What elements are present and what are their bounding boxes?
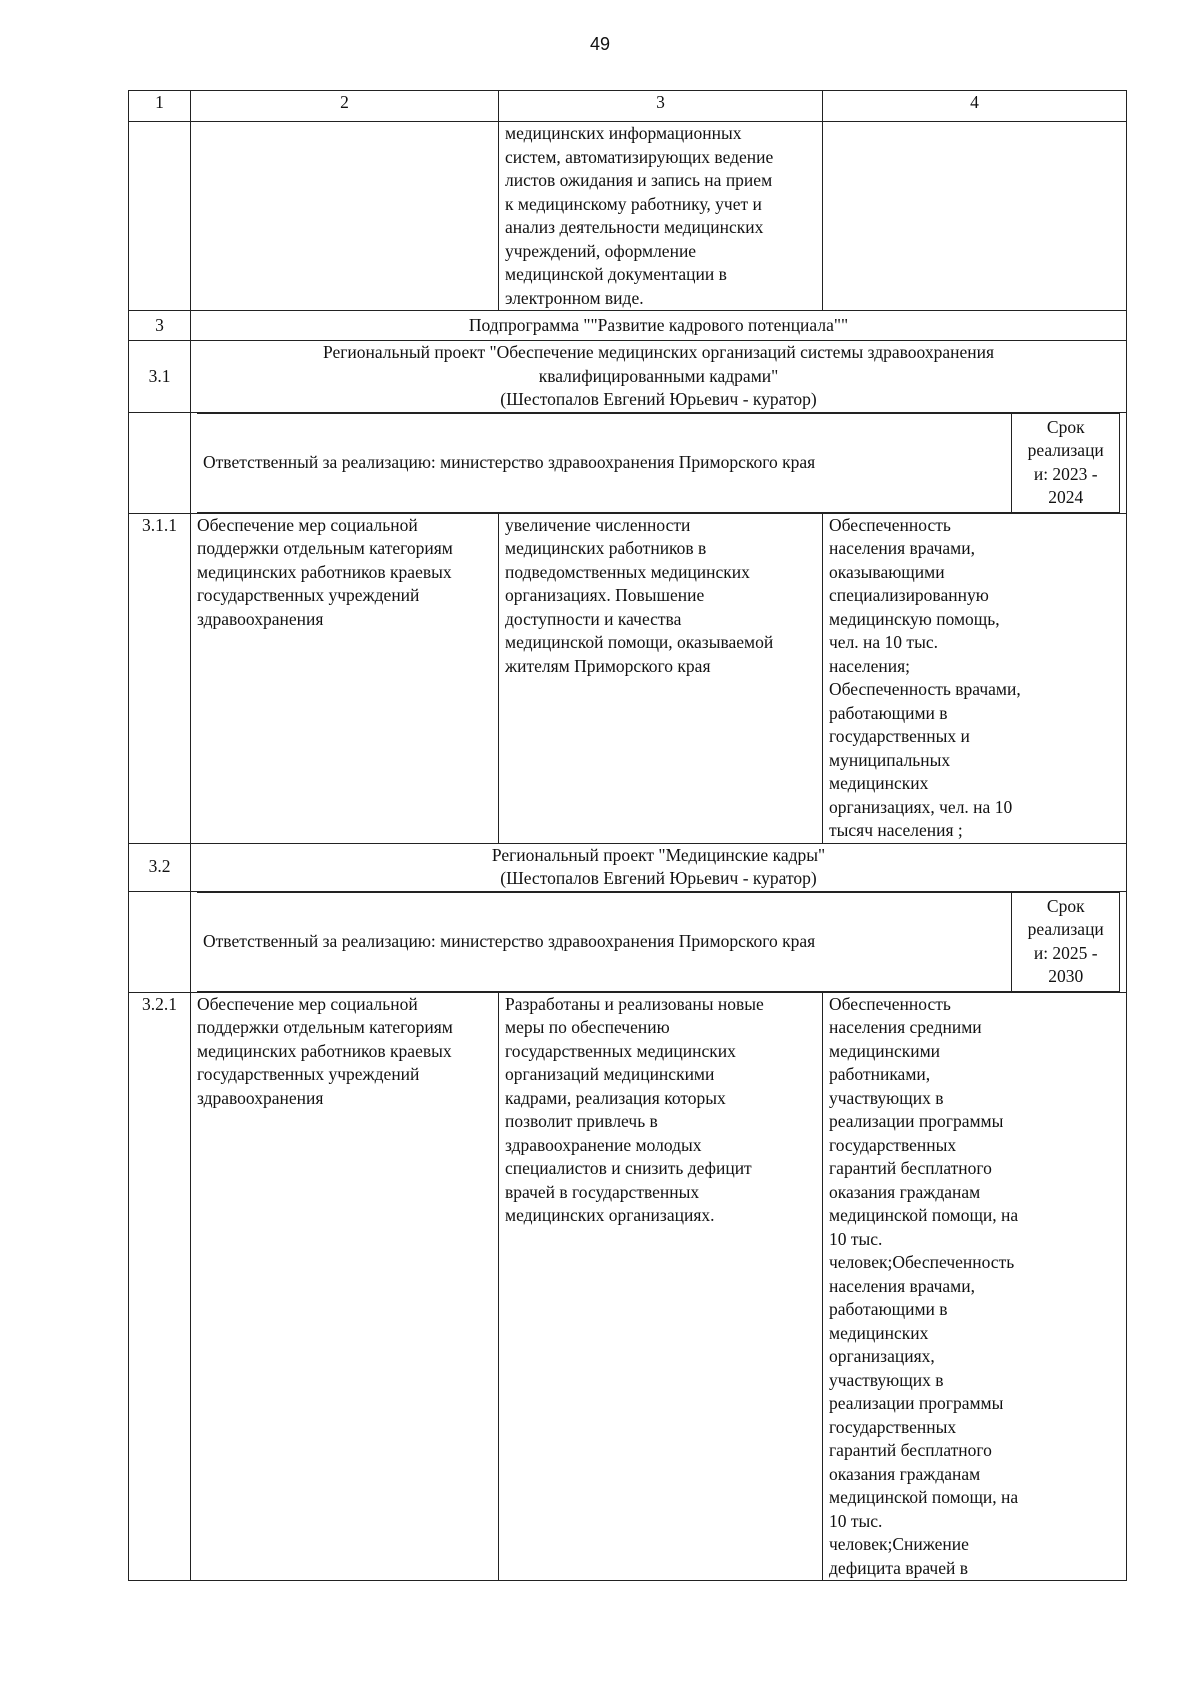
project-row — [129, 341, 1127, 413]
row-measure: Обеспечение мер социальной поддержки отдельным категориям медицинских работников краевых государственных учреждений здравоохранения — [191, 992, 499, 1581]
header-col-1: 1 — [129, 91, 191, 122]
row-num: 3.2.1 — [129, 992, 191, 1581]
project-row — [129, 843, 1127, 891]
project-title: Региональный проект "Медицинские кадры" (Шестопалов Евгений Юрьевич - куратор) — [191, 843, 1127, 891]
page-number: 49 — [589, 34, 611, 54]
responsible-row — [129, 891, 1127, 992]
continuation-col4 — [823, 122, 1127, 311]
continuation-col3: медицинских информационных систем, автоматизирующих ведение листов ожидания и запись на прием к медицинскому работнику, учет и анализ деятельности медицинских учреждений, оформление медицинской документации в электронном виде. — [499, 122, 823, 311]
responsible-num — [129, 412, 191, 513]
row-measure: Обеспечение мер социальной поддержки отдельным категориям медицинских работников краевых государственных учреждений здравоохранения — [191, 513, 499, 843]
responsible-row — [129, 412, 1127, 513]
implementation-term: Срок реализаци и: 2023 - 2024 — [1012, 413, 1120, 512]
responsible-text: Ответственный за реализацию: министерство здравоохранения Приморского края — [197, 413, 1012, 512]
subprogram-title: Подпрограмма ""Развитие кадрового потенциала"" — [191, 311, 1127, 341]
row-indicator: Обеспеченность населения средними медицинскими работниками, участвующих в реализации программы государственных гарантий бесплатного оказания гражданам медицинской помощи, на 10 тыс. человек;Обеспеченность населения врачами, работающими в медицинских организациях, участвующих в реализации программы государственных гарантий бесплатного оказания гражданам медицинской помощи, на 10 тыс. человек;Снижение дефицита врачей в — [823, 992, 1127, 1581]
project-num: 3.1 — [129, 341, 191, 413]
subprogram-row — [129, 311, 1127, 341]
responsible-num — [129, 891, 191, 992]
subprogram-num: 3 — [129, 311, 191, 341]
continuation-col2 — [191, 122, 499, 311]
header-col-2: 2 — [191, 91, 499, 122]
table-header-row — [129, 91, 1127, 122]
continuation-num — [129, 122, 191, 311]
header-col-4: 4 — [823, 91, 1127, 122]
table-row — [129, 513, 1127, 843]
program-table — [128, 90, 1127, 1581]
continuation-row — [129, 122, 1127, 311]
row-result: увеличение численности медицинских работников в подведомственных медицинских организациях. Повышение доступности и качества медицинской помощи, оказываемой жителям Приморского края — [499, 513, 823, 843]
table-row — [129, 992, 1127, 1581]
header-col-3: 3 — [499, 91, 823, 122]
row-indicator: Обеспеченность населения врачами, оказывающими специализированную медицинскую помощь, чел. на 10 тыс. населения; Обеспеченность врачами, работающими в государственных и муниципальных медицинских организациях, чел. на 10 тысяч населения ; — [823, 513, 1127, 843]
implementation-term: Срок реализаци и: 2025 - 2030 — [1012, 892, 1120, 991]
responsible-text: Ответственный за реализацию: министерство здравоохранения Приморского края — [197, 892, 1012, 991]
project-num: 3.2 — [129, 843, 191, 891]
row-num: 3.1.1 — [129, 513, 191, 843]
row-result: Разработаны и реализованы новые меры по обеспечению государственных медицинских организаций медицинскими кадрами, реализация которых позволит привлечь в здравоохранение молодых специалистов и снизить дефицит врачей в государственных медицинских организациях. — [499, 992, 823, 1581]
project-title: Региональный проект "Обеспечение медицинских организаций системы здравоохранения квалифицированными кадрами" (Шестопалов Евгений Юрьевич - куратор) — [191, 341, 1127, 413]
